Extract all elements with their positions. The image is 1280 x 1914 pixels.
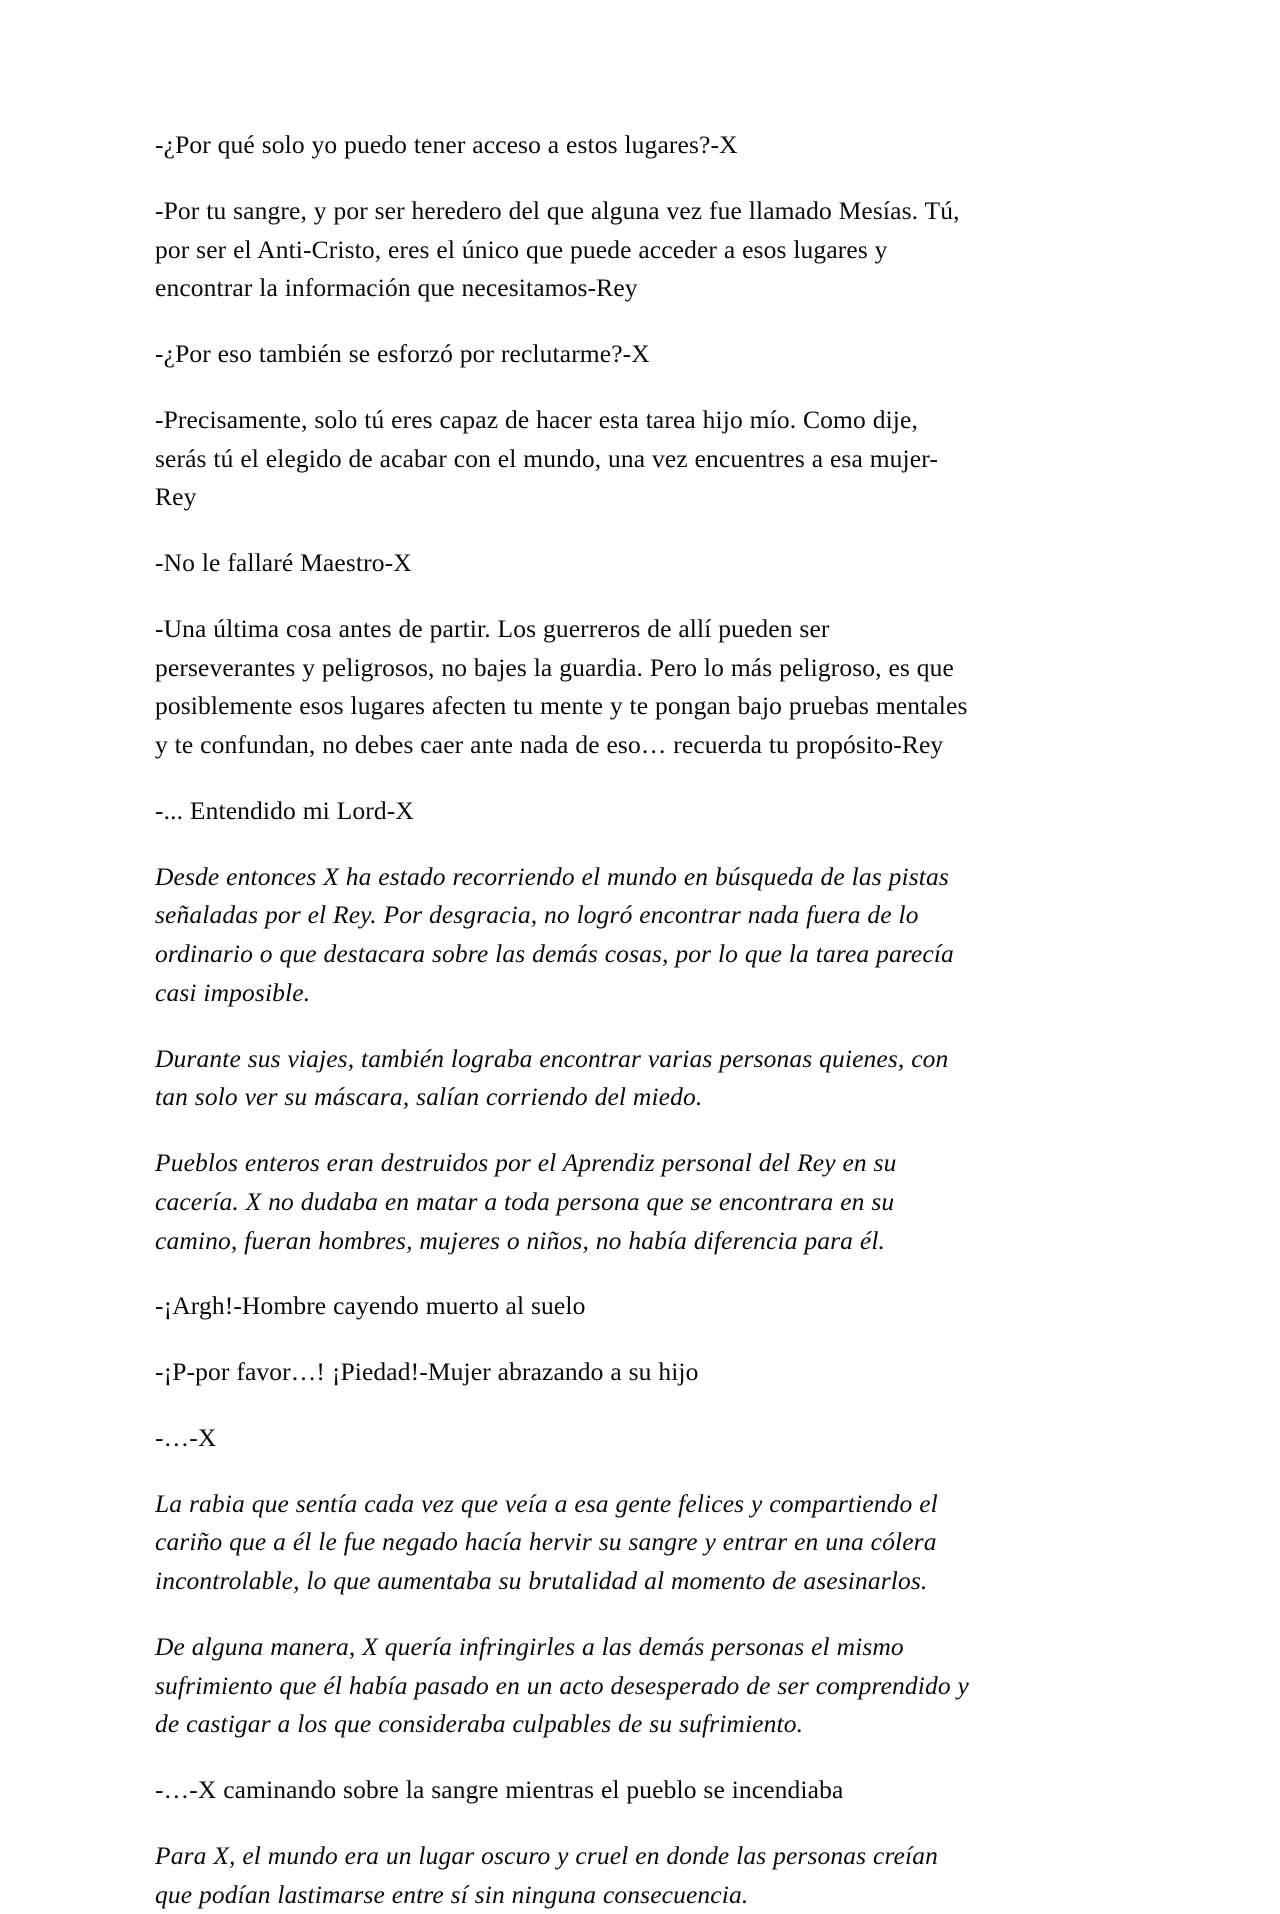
document-text-body — [155, 126, 970, 1914]
dialogue-paragraph: -No le fallaré Maestro-X — [155, 548, 412, 577]
dialogue-paragraph: -¡Argh!-Hombre cayendo muerto al suelo — [155, 1291, 586, 1321]
dialogue-paragraph: -... Entendido mi Lord-X — [155, 795, 414, 825]
narration-paragraph: Para X, el mundo era un lugar oscuro y cruel en donde las personas creían que podían lastimarse entre sí sin ninguna consecuencia. — [155, 1840, 938, 1909]
dialogue-paragraph: -Por tu sangre, y por ser heredero del que alguna vez fue llamado Mesías. Tú, por ser el Anti-Cristo, eres el único que puede acceder a esos lugares y encontrar la información que necesitamos-Rey — [155, 195, 960, 303]
narration-paragraph: La rabia que sentía cada vez que veía a esa gente felices y compartiendo el cariño que a él le fue negado hacía hervir su sangre y entrar en una cólera incontrolable, lo que aumentaba su brutalidad al momento de asesinarlos. — [155, 1488, 938, 1595]
dialogue-paragraph: -¿Por qué solo yo puedo tener acceso a estos lugares?-X — [155, 130, 738, 159]
narration-paragraph: Pueblos enteros eran destruidos por el Aprendiz personal del Rey en su cacería. X no dudaba en matar a toda persona que se encontrara en su camino, fueran hombres, mujeres o niños, no había diferencia para él. — [155, 1148, 897, 1255]
dialogue-paragraph: -¿Por eso también se esforzó por reclutarme?-X — [155, 339, 650, 368]
dialogue-paragraph: -…-X caminando sobre la sangre mientras el pueblo se incendiaba — [155, 1775, 844, 1804]
dialogue-paragraph: -Precisamente, solo tú eres capaz de hacer esta tarea hijo mío. Como dije, serás tú el elegido de acabar con el mundo, una vez encuentres a esa mujer-Rey — [155, 404, 938, 512]
dialogue-paragraph: -¡P-por favor…! ¡Piedad!-Mujer abrazando a su hijo — [155, 1357, 699, 1386]
narration-paragraph: De alguna manera, X quería infringirles a las demás personas el mismo sufrimiento que él había pasado en un acto desesperado de ser comprendido y de castigar a los que consideraba culpables de su sufrimiento. — [155, 1631, 969, 1739]
dialogue-paragraph: -Una última cosa antes de partir. Los guerreros de allí pueden ser perseverantes y peligrosos, no bajes la guardia. Pero lo más peligroso, es que posiblemente esos lugares afecten tu mente y te pongan bajo pruebas mentales y te confundan, no debes caer ante nada de eso… recuerda tu propósito-Rey — [155, 613, 968, 759]
narration-paragraph: Desde entonces X ha estado recorriendo el mundo en búsqueda de las pistas señaladas por el Rey. Por desgracia, no logró encontrar nada fuera de lo ordinario o que destacara sobre las demás cosas, por lo que la tarea parecía casi imposible. — [155, 861, 954, 1007]
narration-paragraph: Durante sus viajes, también lograba encontrar varias personas quienes, con tan solo ver su máscara, salían corriendo del miedo. — [155, 1043, 949, 1112]
dialogue-paragraph: -…-X — [155, 1422, 217, 1452]
